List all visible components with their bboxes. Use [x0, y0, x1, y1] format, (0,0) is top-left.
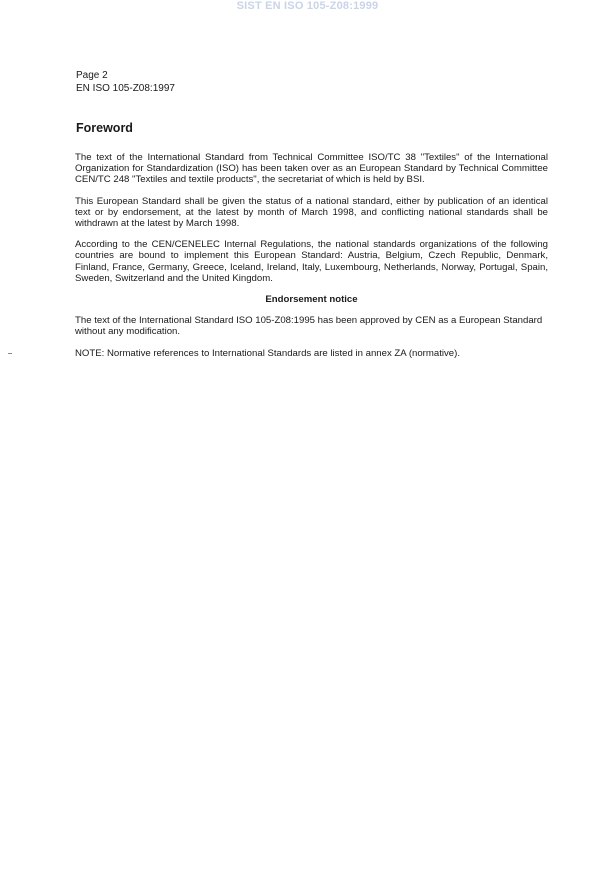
watermark: SIST EN ISO 105-Z08:1999	[236, 0, 379, 12]
margin-mark	[8, 353, 12, 354]
page-number: Page 2	[76, 70, 108, 81]
standard-id: EN ISO 105-Z08:1997	[76, 83, 175, 94]
endorsement-text: The text of the International Standard ISO 105-Z08:1995 has been approved by CEN as a European Standard without any modification.	[75, 315, 543, 338]
endorsement-title: Endorsement notice	[265, 294, 358, 306]
foreword-paragraph-1: The text of the International Standard from Technical Committee ISO/TC 38 "Textiles" of the International Organization for Standardization (ISO) has been taken over as an European Standard by Technical Committee CEN/TC 248 "Textiles and textile products", the secretariat of which is held by BSI.	[75, 152, 548, 186]
foreword-paragraph-3: According to the CEN/CENELEC Internal Regulations, the national standards organizations of the following countries are bound to implement this European Standard: Austria, Belgium, Czech Republic, Denmark, Finland, France, Germany, Greece, Iceland, Ireland, Italy, Luxembourg, Netherlands, Norway, Portugal, Spain, Sweden, Switzerland and the United Kingdom.	[75, 239, 548, 284]
page-header	[76, 69, 175, 95]
document-body	[75, 152, 548, 369]
foreword-paragraph-2: This European Standard shall be given the status of a national standard, either by publication of an identical text or by endorsement, at the latest by month of March 1998, and conflicting national standards shall be withdrawn at the latest by March 1998.	[75, 195, 548, 230]
normative-note: NOTE: Normative references to International Standards are listed in annex ZA (normative).	[75, 347, 460, 359]
foreword-title: Foreword	[76, 121, 133, 135]
